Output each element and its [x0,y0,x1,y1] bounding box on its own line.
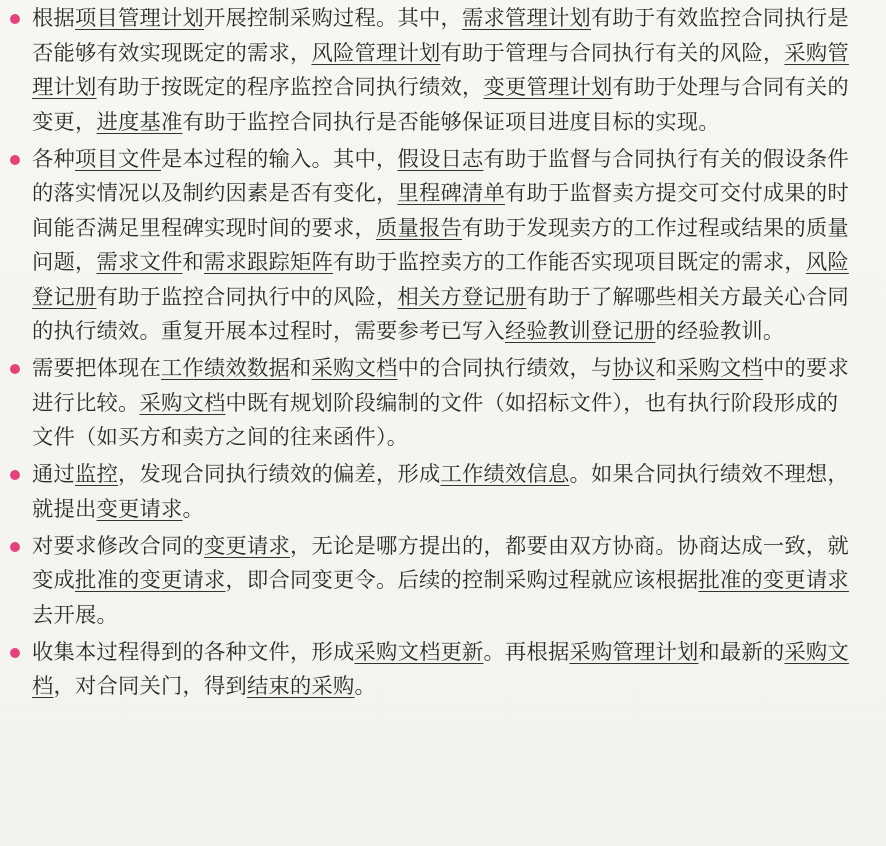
text-segment: ，即合同变更令。后续的控制采购过程就应该根据 [225,568,699,593]
text-segment: 需要把体现在 [32,356,161,381]
bullet-item [32,636,856,705]
text-segment: 有助于有效监控合同执行是否能够有效实现既定的需求， [32,6,849,66]
key-term: 采购文档 [139,390,226,416]
text-segment: 有助于管理与合同执行有关的风险， [440,40,785,66]
text-segment: 开展控制采购过程。其中， [203,6,462,31]
text-segment: 和 [655,356,677,381]
text-segment: 有助于监控卖方的工作能否实现项目既定的需求， [332,250,806,275]
key-term: 工作绩效数据 [160,356,290,381]
text-segment: 有助于发现卖方的工作过程或结果的质量问题， [32,215,849,275]
text-segment: 有助于监控合同执行是否能够保证项目进度目标的实现。 [182,109,720,135]
key-term: 采购管理计划 [569,639,699,665]
bullet-item [32,530,856,634]
key-term: 风险登记册 [32,250,849,310]
key-term: 项目管理计划 [75,6,204,31]
key-term: 需求管理计划 [461,6,591,31]
text-segment: 。 [354,674,376,699]
key-term: 相关方登记册 [397,284,527,310]
text-segment: 和 [289,356,312,381]
bullet-dot-icon [10,155,20,165]
text-segment: 有助于按既定的程序监控合同执行绩效， [96,75,484,100]
text-segment: 有助于监督与合同执行有关的假设条件的落实情况以及制约因素是否有变化， [32,146,849,206]
key-term: 协议 [612,356,656,381]
bullet-dot-icon [10,364,20,374]
text-segment: 是本过程的输入。其中， [161,146,398,172]
key-term: 需求跟踪矩阵 [204,250,333,275]
text-segment: 去开展。 [32,602,118,628]
key-term: 里程碑清单 [397,181,505,206]
key-term: 需求文件 [96,250,183,275]
key-term: 风险管理计划 [311,40,441,66]
text-segment: 。 [182,496,204,522]
text-segment: 有助于处理与合同有关的变更， [32,75,849,135]
text-segment: 各种 [32,146,75,172]
text-segment: 中既有规划阶段编制的文件（如招标文件），也有执行阶段形成的文件（如买方和卖方之间的往来函件）。 [32,390,839,450]
bullet-item [32,352,856,456]
text-segment: 和 [182,250,204,275]
bullet-dot-icon [10,14,20,24]
bullet-list [32,2,856,705]
text-segment: ，对合同关门，得到 [53,674,247,699]
text-segment: 有助于监督卖方提交可交付成果的时间能否满足里程碑实现时间的要求， [32,181,849,241]
text-segment: 中的要求进行比较。 [32,356,849,416]
key-term: 采购文档更新 [354,639,484,665]
key-term: 项目文件 [75,146,161,172]
key-term: 批准的变更请求 [698,568,849,593]
key-term: 结束的采购 [246,674,355,699]
key-term: 质量报告 [375,215,462,241]
text-segment: ，无论是哪方提出的，都要由双方协商。协商达成一致，就变成 [32,533,849,593]
text-segment: 对要求修改合同的 [32,533,204,559]
text-segment: 。如果合同执行绩效不理想，就提出 [32,462,849,522]
key-term: 变更管理计划 [483,75,613,100]
bullet-dot-icon [10,648,20,658]
key-term: 采购文档 [676,356,763,381]
bullet-dot-icon [10,470,20,480]
bullet-item [32,143,856,350]
key-term: 经验教训登记册 [504,319,656,344]
key-term: 采购文档 [311,356,398,381]
key-term: 进度基准 [96,109,183,135]
text-segment: 有助于监控合同执行中的风险， [96,284,398,310]
text-segment: 的经验教训。 [655,319,785,344]
bullet-item [32,2,856,140]
text-segment: ，发现合同执行绩效的偏差，形成 [118,462,441,487]
key-term: 监控 [75,462,118,487]
key-term: 批准的变更请求 [75,568,226,593]
key-term: 工作绩效信息 [440,462,570,487]
text-segment: 根据 [32,6,75,31]
bullet-item [32,458,856,527]
key-term: 采购文档 [32,639,849,699]
text-segment: 通过 [32,462,75,487]
key-term: 假设日志 [397,146,484,172]
text-segment: 有助于了解哪些相关方最关心合同的执行绩效。重复开展本过程时，需要参考已写入 [32,284,849,344]
key-term: 变更请求 [203,533,290,559]
key-term: 变更请求 [96,496,183,522]
key-term: 采购管理计划 [32,40,849,100]
text-segment: 中的合同执行绩效，与 [397,356,613,381]
bullet-dot-icon [10,542,20,552]
text-segment: 收集本过程得到的各种文件，形成 [32,639,355,665]
text-segment: 和最新的 [698,639,785,665]
text-segment: 。再根据 [483,639,570,665]
